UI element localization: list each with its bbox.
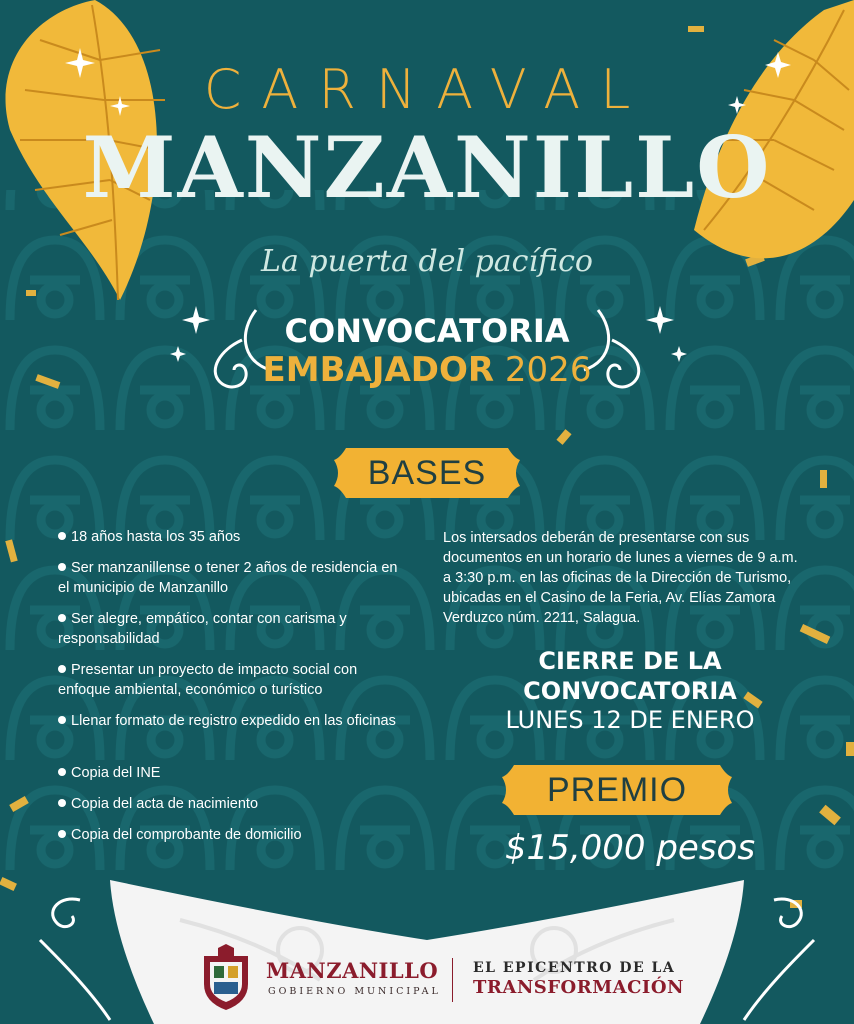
slogan-line1: EL EPICENTRO DE LA	[473, 960, 676, 976]
manzanillo-logotype: MANZANILLO	[82, 118, 772, 217]
bullet-icon	[58, 614, 66, 622]
embajador-label: EMBAJADOR	[262, 350, 495, 390]
bullet-icon	[58, 563, 66, 571]
bullet-icon	[58, 532, 66, 540]
slogan-line2: TRANSFORMACIÓN	[473, 977, 684, 998]
carnaval-title: CARNAVAL	[203, 58, 651, 121]
cierre-date: LUNES 12 DE ENERO	[505, 706, 755, 734]
list-item: Llenar formato de registro expedido en las oficinas	[58, 711, 403, 731]
org-subtitle: GOBIERNO MUNICIPAL	[268, 986, 441, 997]
embajador-subtitle	[0, 350, 854, 390]
bases-title: BASES	[367, 453, 487, 492]
org-name: MANZANILLO	[266, 958, 439, 983]
premio-badge	[502, 757, 732, 823]
list-item: Copia del comprobante de domicilio	[58, 825, 403, 845]
list-item: Ser manzanillense o tener 2 años de residencia en el municipio de Manzanillo	[58, 560, 398, 596]
convocatoria-title: CONVOCATORIA	[284, 312, 570, 350]
bullet-icon	[58, 768, 66, 776]
premio-title: PREMIO	[546, 770, 688, 809]
attendance-info: Los intersados deberán de presentarse con sus documentos en un horario de lunes a viernes de 9 a.m. a 3:30 p.m. en las oficinas de la Dirección de Turismo, ubicadas en el Casino de la Feria, Av. Elías Zamora Verduzco núm. 2211, Salagua.	[443, 530, 798, 626]
cierre-line1: CIERRE DE LA	[538, 647, 722, 675]
bases-badge	[334, 440, 520, 506]
list-item: Copia del acta de nacimiento	[58, 794, 403, 814]
list-item: Ser alegre, empático, contar con carisma y responsabilidad	[58, 611, 347, 647]
list-item: Presentar un proyecto de impacto social con enfoque ambiental, económico o turístico	[58, 662, 358, 698]
mask-icon	[0, 880, 854, 1024]
bullet-icon	[58, 830, 66, 838]
bullet-icon	[58, 665, 66, 673]
tagline: La puerta del pacífico	[261, 244, 593, 279]
cierre-line2: CONVOCATORIA	[523, 677, 737, 705]
year-label: 2026	[504, 350, 592, 390]
list-item: Copia del INE	[58, 763, 403, 783]
crest-icon	[196, 944, 256, 1014]
list-item: 18 años hasta los 35 años	[58, 527, 403, 547]
divider	[452, 958, 453, 1002]
bullet-icon	[58, 716, 66, 724]
premio-amount: $15,000 pesos	[504, 828, 756, 868]
bullet-icon	[58, 799, 66, 807]
cierre-title	[430, 646, 830, 706]
